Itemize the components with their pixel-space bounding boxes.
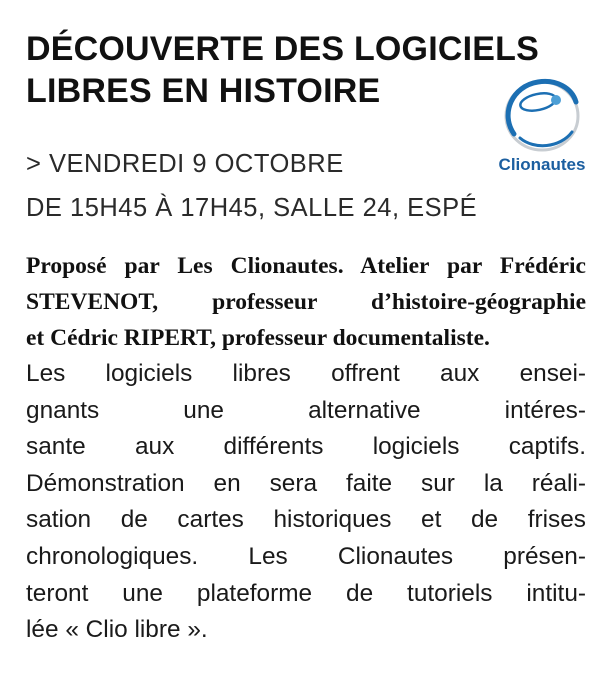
body-line: Démonstration en sera faite sur la réali- bbox=[26, 469, 586, 497]
intro-line: et Cédric RIPERT, professeur documentaliste. bbox=[26, 325, 490, 351]
body-line: sante aux différents logiciels captifs. bbox=[26, 433, 586, 461]
body-paragraph bbox=[26, 356, 586, 649]
body-line: chronologiques. Les Clionautes présen- bbox=[26, 542, 586, 570]
body-line: Les logiciels libres offrent aux ensei- bbox=[26, 360, 586, 387]
intro-line: STEVENOT, professeur d’histoire-géographie bbox=[26, 289, 586, 315]
article-body bbox=[26, 248, 586, 649]
body-line: lée « Clio libre ». bbox=[26, 616, 208, 644]
title-line-2: LIBRES EN HISTOIRE bbox=[26, 72, 381, 110]
intro-paragraph bbox=[26, 248, 586, 356]
body-line: sation de cartes historiques et de frises bbox=[26, 506, 586, 534]
title-line-1: DÉCOUVERTE DES LOGICIELS bbox=[26, 30, 539, 68]
event-time-place: DE 15H45 À 17H45, SALLE 24, ESPÉ bbox=[26, 194, 478, 222]
body-line: teront une plateforme de tutoriels intitu- bbox=[26, 579, 586, 607]
body-line: gnants une alternative intéres- bbox=[26, 396, 586, 424]
intro-line: Proposé par Les Clionautes. Atelier par Frédéric bbox=[26, 253, 586, 279]
event-details bbox=[26, 142, 586, 230]
logo-text: Clionautes bbox=[498, 155, 586, 174]
event-date: > VENDREDI 9 OCTOBRE bbox=[26, 150, 344, 178]
